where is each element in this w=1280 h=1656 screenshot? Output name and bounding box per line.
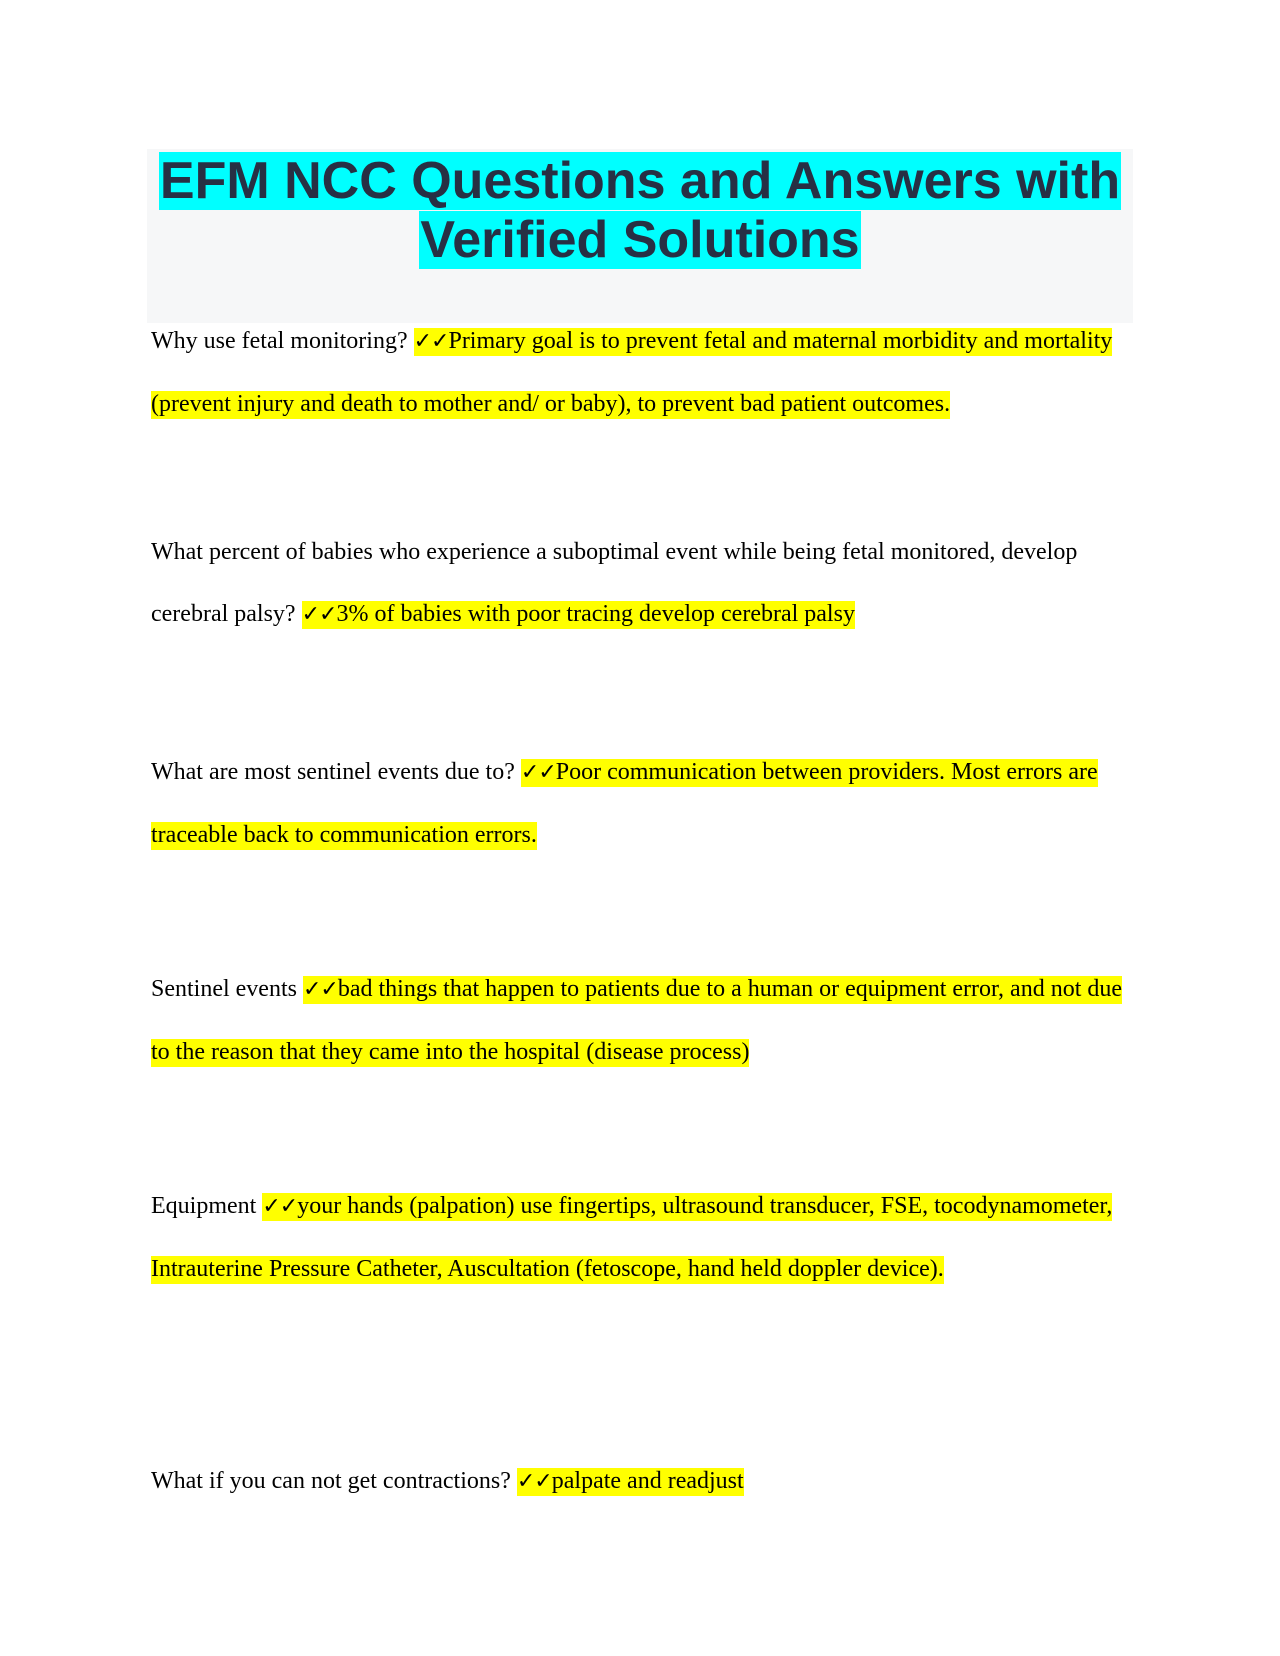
- qa-item-5: [151, 1175, 1141, 1300]
- answer-text: ✓✓bad things that happen to patients due to a human or equipment error, and not due to the reason that they came into the hospital (disease process): [151, 976, 1123, 1065]
- qa-item-6: [151, 1450, 1141, 1513]
- answer-text: ✓✓Primary goal is to prevent fetal and maternal morbidity and mortality (prevent injury and death to mother and/ or baby), to prevent bad patient outcomes.: [151, 328, 1113, 417]
- question-text: Why use fetal monitoring?: [151, 328, 414, 354]
- document-title: [147, 149, 1133, 323]
- question-text: What are most sentinel events due to?: [151, 759, 521, 785]
- question-text: Sentinel events: [151, 976, 303, 1002]
- title-line-1: EFM NCC Questions and Answers with: [159, 152, 1121, 210]
- double-check-icon: ✓✓: [516, 1469, 552, 1494]
- qa-item-2: [151, 521, 1141, 646]
- answer-text: ✓✓your hands (palpation) use fingertips, ultrasound transducer, FSE, tocodynamometer, Intrauterine Pressure Catheter, Auscultation (fetoscope, hand held doppler device).: [151, 1193, 1113, 1282]
- question-text: What percent of babies who experience a suboptimal event while being fetal monitored, develop cerebral palsy?: [151, 539, 1078, 627]
- double-check-icon: ✓✓: [302, 977, 338, 1002]
- qa-item-3: [151, 741, 1141, 866]
- answer-text: ✓✓3% of babies with poor tracing develop cerebral palsy: [301, 601, 855, 627]
- answer-text: ✓✓Poor communication between providers. Most errors are traceable back to communication errors.: [151, 759, 1098, 848]
- double-check-icon: ✓✓: [262, 1194, 298, 1219]
- title-line-2: Verified Solutions: [420, 211, 860, 269]
- double-check-icon: ✓✓: [413, 329, 449, 354]
- double-check-icon: ✓✓: [301, 602, 337, 627]
- question-text: What if you can not get contractions?: [151, 1468, 517, 1494]
- question-text: Equipment: [151, 1193, 263, 1219]
- answer-text: ✓✓palpate and readjust: [516, 1468, 744, 1494]
- double-check-icon: ✓✓: [520, 760, 556, 785]
- qa-item-4: [151, 958, 1141, 1083]
- qa-item-1: [151, 310, 1141, 435]
